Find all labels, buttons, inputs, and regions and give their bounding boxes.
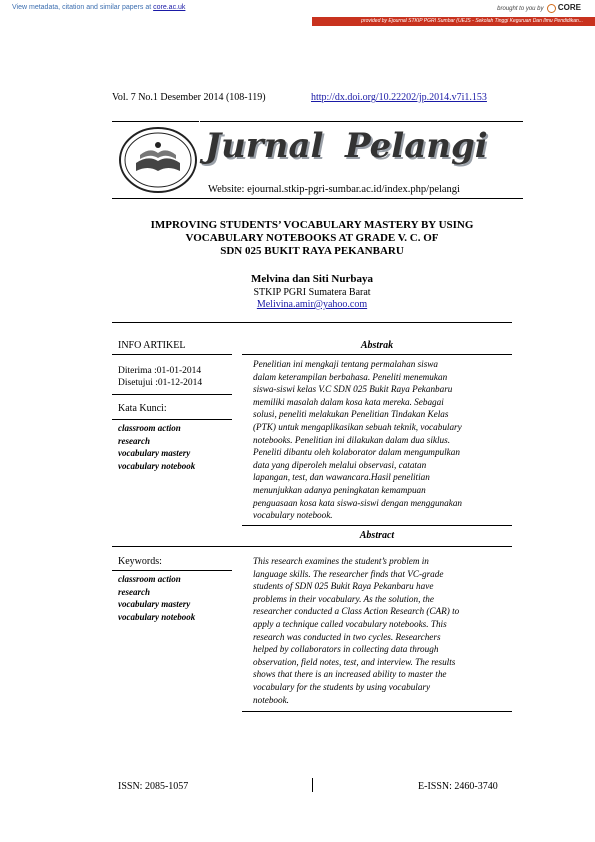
abstrak-line: notebooks. Penelitian ini dilakukan dalam dua siklus. — [253, 434, 450, 445]
abstrak-line: data yang diperoleh melalui observasi, catatan — [253, 459, 427, 470]
core-logo-icon — [547, 4, 556, 13]
header-rule-right — [200, 121, 523, 122]
abstract-line: research was conducted in two cycles. Researchers — [253, 631, 441, 642]
authors: Melvina dan Siti Nurbaya — [251, 273, 373, 285]
core-brand[interactable] — [497, 3, 581, 13]
abstract-line: language skills. The researcher finds that VC-grade — [253, 568, 444, 579]
abstract-line: students of SDN 025 Bukit Raya Pekanbaru have — [253, 581, 434, 592]
core-banner-text — [12, 4, 185, 11]
abstract-line: researcher conducted a Class Action Research (CAR) to — [253, 606, 460, 617]
abstrak-heading: Abstrak — [360, 340, 394, 351]
info-rule — [112, 570, 232, 571]
journal-logo — [114, 125, 202, 195]
core-banner-label: View metadata, citation and similar papers at — [12, 4, 152, 11]
kata-kunci-label: Kata Kunci: — [118, 403, 167, 414]
abstract-line: This research examines the student’s problem in — [253, 556, 429, 566]
keyword-item: research — [118, 586, 150, 597]
keyword-item: vocabulary notebook — [118, 460, 196, 471]
title-line: VOCABULARY NOTEBOOKS AT GRADE V. C. OF — [185, 232, 439, 244]
doi-link[interactable]: http://dx.doi.org/10.22202/jp.2014.v7i1.153 — [311, 92, 487, 103]
accepted-label: Disetujui — [118, 378, 153, 388]
abstrak-line: vocabulary notebook. — [253, 510, 333, 521]
abstrak-line: memiliki masalah dalam kosa kata mereka. Sebagai — [253, 396, 444, 407]
paper-title — [112, 219, 512, 258]
info-rule — [112, 394, 232, 395]
abstrak-body — [253, 358, 505, 522]
e-issn: E-ISSN: 2460-3740 — [418, 781, 498, 792]
provided-by-bar[interactable] — [312, 17, 595, 26]
info-artikel-heading: INFO ARTIKEL — [118, 340, 186, 351]
author-email[interactable]: Melivina.amir@yahoo.com — [256, 299, 368, 310]
brought-by-text: brought to you by — [497, 6, 544, 12]
abstract-line: observation, field notes, test, and interview. The results — [253, 656, 456, 667]
abstrak-line: dalam keterampilan berbahasa. Peneliti menemukan — [253, 371, 448, 382]
footer-divider — [312, 778, 313, 792]
abstract-rule-top — [242, 525, 512, 526]
abstract-rule — [112, 546, 512, 547]
core-link[interactable]: core.ac.uk — [153, 4, 186, 11]
abstract-heading: Abstract — [359, 530, 395, 541]
received-date — [118, 366, 201, 376]
abstract-line: notebook. — [253, 694, 289, 705]
keywords-label: Keywords: — [118, 556, 162, 567]
keywords-list — [118, 573, 195, 623]
keyword-item: vocabulary mastery — [118, 599, 191, 610]
wordmark-jurnal: Jurnal — [205, 126, 324, 166]
book-logo-icon — [114, 125, 202, 195]
abstract-body — [253, 555, 505, 706]
abstrak-rule — [242, 354, 512, 355]
volume-info: Vol. 7 No.1 Desember 2014 (108-119) — [112, 92, 266, 103]
accepted-date — [118, 378, 202, 388]
accepted-value: :01-12-2014 — [155, 378, 203, 388]
journal-wordmark — [205, 126, 525, 172]
abstrak-line: lapangan, test, dan wawancara.Hasil penelitian — [253, 472, 430, 483]
affiliation: STKIP PGRI Sumatera Barat — [253, 287, 371, 298]
abstrak-line: Penelitian ini mengkaji tentang permalahan siswa — [253, 359, 439, 369]
issn: ISSN: 2085-1057 — [118, 781, 189, 792]
abstract-line: helped by collaborators in collecting data through — [253, 644, 439, 655]
header-rule-bottom — [112, 198, 523, 199]
keyword-item: research — [118, 435, 150, 446]
abstrak-line: penguasaan kosa kata siswa-siswi dengan menggunakan — [253, 497, 463, 508]
received-value: :01-01-2014 — [154, 366, 202, 376]
received-label: Diterima — [118, 366, 152, 376]
title-line: SDN 025 BUKIT RAYA PEKANBARU — [220, 245, 404, 257]
keyword-item: vocabulary notebook — [118, 611, 196, 622]
info-rule — [112, 354, 232, 355]
abstrak-line: siswa-siswi kelas V.C SDN 025 Bukit Raya Pekanbaru — [253, 384, 453, 395]
abstract-line: vocabulary for the students by using vocabulary — [253, 681, 431, 692]
table-bottom-rule — [242, 711, 512, 712]
provided-by-text: provided by Ejournal STKIP PGRI Sumbar (UEJS - Sekolah Tinggi Keguruan Dan Ilmu Pendidikan... — [361, 18, 583, 24]
abstrak-line: Peneliti dibantu oleh kolaborator dalam mengumpulkan — [253, 447, 460, 458]
keyword-item: vocabulary mastery — [118, 448, 191, 459]
abstrak-line: (PTK) untuk mengaplikasikan sebuah teknik, vocabulary — [253, 421, 462, 432]
abstrak-line: solusi, peneliti melakukan Penelitian Tindakan Kelas — [253, 409, 449, 420]
abstract-line: apply a technique called vocabulary notebooks. This — [253, 618, 447, 629]
table-top-rule — [112, 322, 512, 323]
journal-website: Website: ejournal.stkip-pgri-sumbar.ac.id/index.php/pelangi — [208, 184, 460, 195]
header-rule-left — [112, 121, 199, 122]
title-line: IMPROVING STUDENTS’ VOCABULARY MASTERY BY USING — [150, 219, 474, 231]
abstrak-line: menunjukkan adanya peningkatan kemampuan — [253, 484, 426, 495]
core-brand-name: CORE — [557, 3, 581, 12]
keyword-item: classroom action — [118, 423, 181, 433]
info-rule — [112, 419, 232, 420]
abstract-line: problems in their vocabulary. As the solution, the — [253, 593, 434, 604]
wordmark-pelangi: Pelangi — [345, 126, 488, 166]
keyword-item: classroom action — [118, 574, 181, 584]
kata-kunci-list — [118, 422, 195, 472]
abstract-line: shows that there is an increased ability to master the — [253, 669, 447, 680]
